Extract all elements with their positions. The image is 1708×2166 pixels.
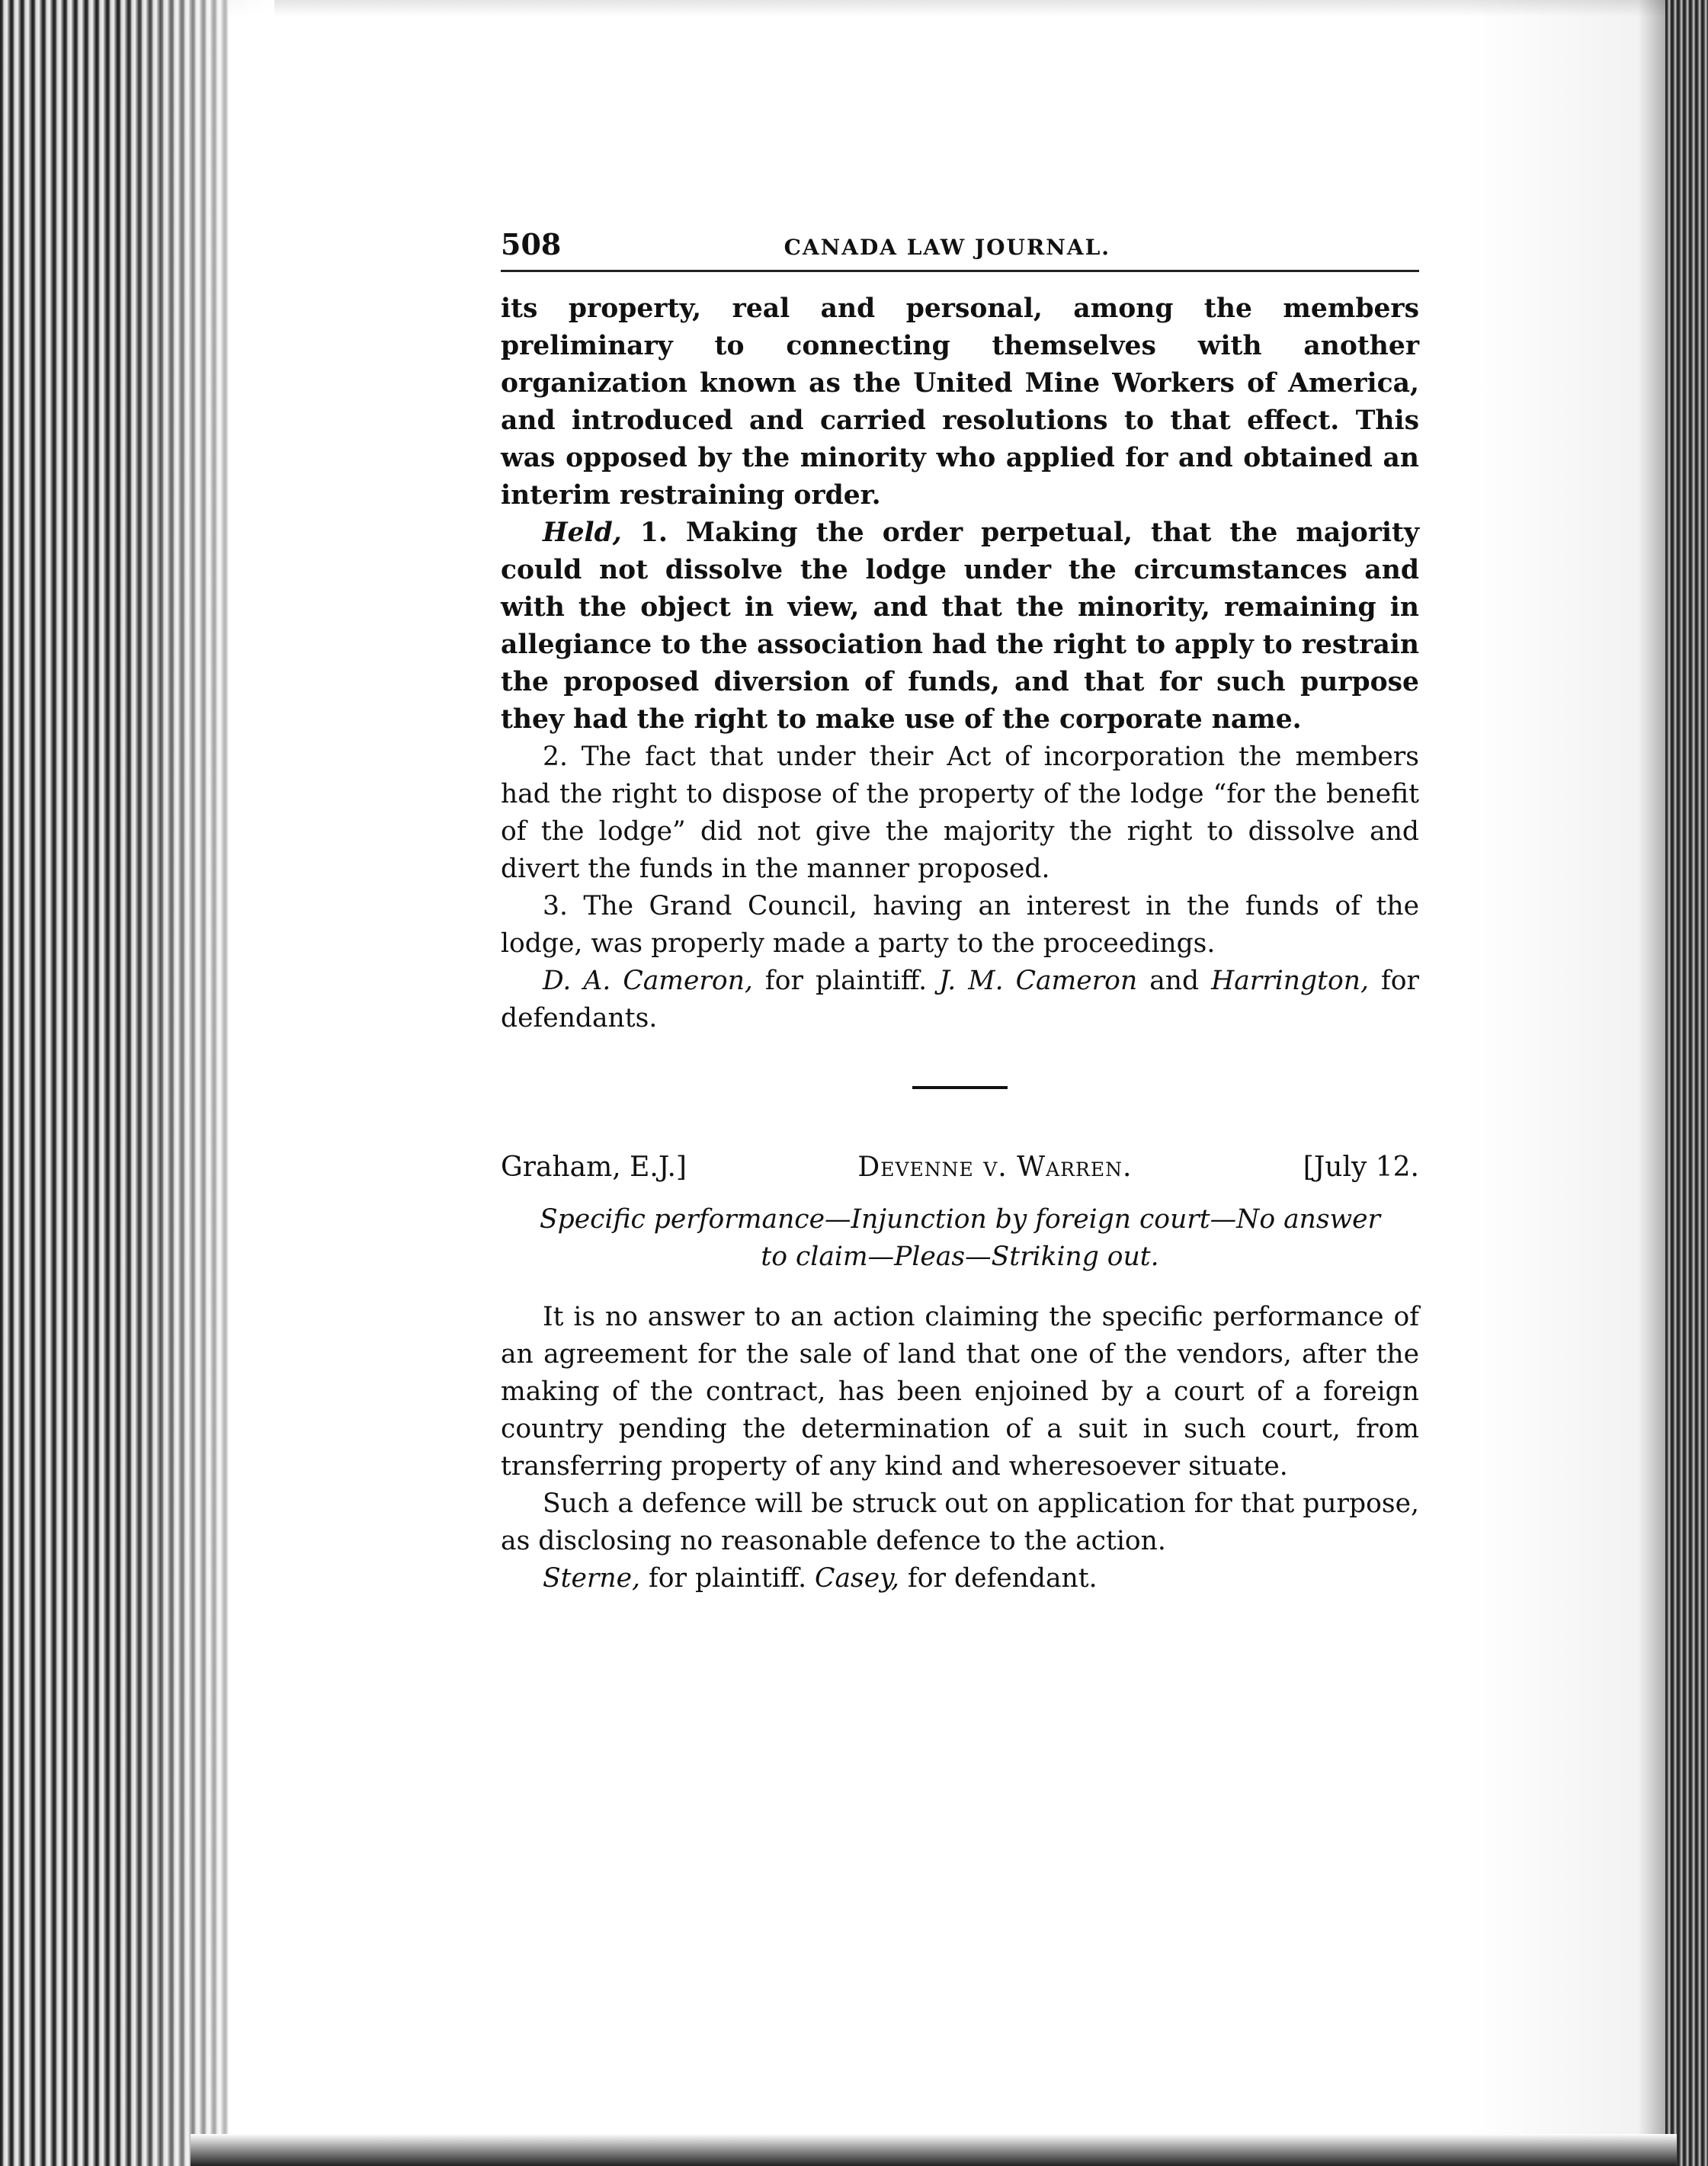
counsel-name: Harrington, — [1211, 966, 1369, 996]
first-case-body — [501, 290, 1419, 739]
page-curl-shadow — [1463, 0, 1669, 2166]
page-bottom-edge — [191, 2134, 1677, 2166]
case-date: [July 12. — [1303, 1152, 1419, 1183]
header-rule — [501, 270, 1419, 272]
counsel-name: D. A. Cameron, — [543, 966, 753, 996]
held-paragraph — [501, 514, 1419, 739]
counsel-line — [501, 963, 1419, 1037]
case-heading — [501, 1149, 1419, 1186]
section-divider — [912, 1086, 1008, 1089]
holding-paragraph: Such a defence will be struck out on application for that purpose, as disclosing no reasonable defence to the action. — [501, 1488, 1419, 1556]
counsel-line — [501, 1560, 1419, 1597]
page-top-edge — [191, 0, 1669, 17]
binding-shadow — [122, 0, 274, 2166]
judge-name: Graham, E.J.] — [501, 1152, 687, 1183]
journal-title: CANADA LAW JOURNAL. — [784, 235, 1110, 260]
counsel-name: Casey, — [815, 1563, 900, 1594]
case-intro-paragraph: its property, real and personal, among the members preliminary to connecting themselves with another organization known as the United Mine Workers of America, and introduced and carried resolutions to that effect. This was opposed by the minority who applied for and obtained an interim restraining order. — [501, 293, 1419, 511]
running-head — [501, 226, 1419, 261]
counsel-role: for defendant. — [899, 1563, 1098, 1594]
page-number: 508 — [501, 227, 562, 261]
case-subject-headnote — [501, 1201, 1419, 1276]
point-2-paragraph: 2. The fact that under their Act of incorporation the members had the right to dispose of the property of the lodge “for the benefit of the lodge” did not give the majority the right to dissolve and divert the funds in the manner proposed. — [501, 742, 1419, 884]
subject-line: Specific performance—Injunction by foreign court—No answer — [539, 1204, 1381, 1235]
book-page-edges — [1665, 0, 1708, 2166]
case-title: Devenne v. Warren. — [857, 1152, 1133, 1183]
subject-line: to claim—Pleas—Striking out. — [761, 1242, 1159, 1272]
counsel-role: for plaintiff. — [752, 966, 940, 996]
held-text: 1. Making the order perpetual, that the majority could not dissolve the lodge under the circumstances and with the object in view, and that the minority, remaining in allegiance to the association had the right to apply to restrain the proposed diversion of funds, and that for such purpose they had the right to make use of the corporate name. — [501, 517, 1419, 735]
counsel-name: Sterne, — [543, 1563, 641, 1594]
counsel-role: for defendants. — [501, 966, 1419, 1033]
counsel-role: for plaintiff. — [640, 1563, 816, 1594]
point-3-paragraph: 3. The Grand Council, having an interest in the funds of the lodge, was properly made a party to the proceedings. — [501, 891, 1419, 959]
page-content — [501, 226, 1419, 1597]
counsel-conjunction: and — [1137, 966, 1212, 996]
holding-paragraph: It is no answer to an action claiming the specific performance of an agreement for the sale of land that one of the vendors, after the making of the contract, has been enjoined by a court of a foreign country pending the determination of a suit in such court, from transferring property of any kind and wheresoever situate. — [501, 1302, 1419, 1482]
held-label: Held, — [543, 517, 622, 548]
counsel-name: J. M. Cameron — [939, 966, 1138, 996]
